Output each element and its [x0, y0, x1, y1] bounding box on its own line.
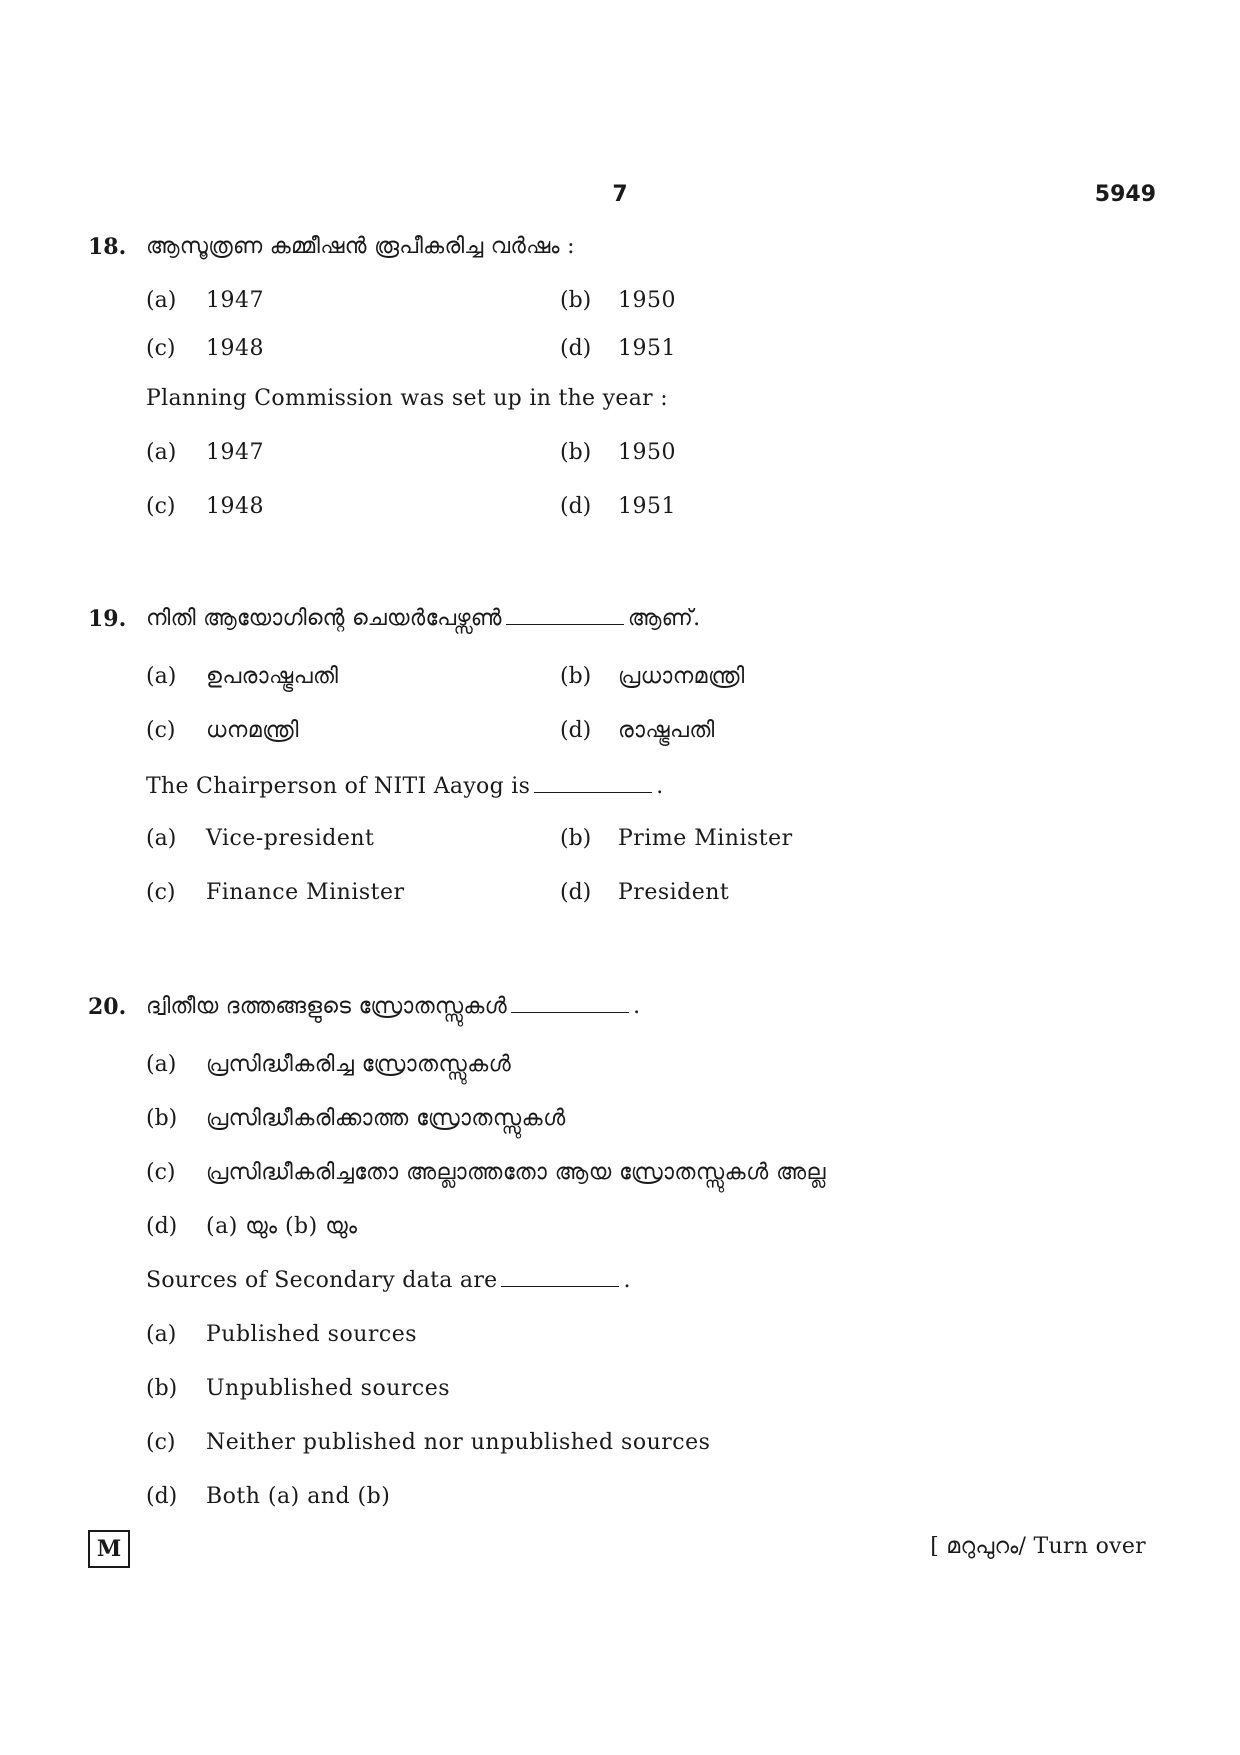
q20-en-option-c-letter: (c) — [146, 1430, 176, 1455]
q18-ml-option-a-letter: (a) — [146, 288, 177, 313]
q20-ml-option-b: പ്രസിദ്ധീകരിക്കാത്ത സ്രോതസ്സുകൾ — [206, 1106, 566, 1131]
question-18-number: 18. — [88, 234, 127, 260]
question-19-text-en — [146, 774, 664, 799]
answer-blank — [534, 774, 652, 793]
q18-en-option-d-letter: (d) — [560, 494, 592, 519]
question-19-text-ml — [146, 606, 700, 631]
turn-over-note: [ മറുപുറം/ Turn over — [930, 1534, 1146, 1559]
question-20-text-ml — [146, 994, 640, 1019]
q19-en-option-c: Finance Minister — [206, 880, 405, 905]
q19-ml-after: ആണ്. — [627, 606, 701, 631]
q19-ml-option-d: രാഷ്ട്രപതി — [618, 718, 715, 743]
q20-en-before: Sources of Secondary data are — [146, 1268, 498, 1293]
q19-en-option-a: Vice-president — [206, 826, 375, 851]
answer-blank — [506, 606, 624, 625]
q19-en-option-a-letter: (a) — [146, 826, 177, 851]
q19-ml-option-c: ധനമന്ത്രി — [206, 718, 299, 743]
q20-en-option-d: Both (a) and (b) — [206, 1484, 391, 1509]
q20-en-option-a-letter: (a) — [146, 1322, 177, 1347]
page-number: 7 — [612, 182, 628, 207]
q18-en-option-a: 1947 — [206, 440, 264, 465]
q19-en-option-b-letter: (b) — [560, 826, 592, 851]
paper-code: 5949 — [1094, 182, 1156, 207]
q20-ml-before: ദ്വിതീയ ദത്തങ്ങളുടെ സ്രോതസ്സുകൾ — [146, 994, 508, 1019]
q20-en-option-b-letter: (b) — [146, 1376, 178, 1401]
question-19-number: 19. — [88, 606, 127, 632]
q20-ml-after: . — [633, 994, 641, 1019]
q19-en-option-c-letter: (c) — [146, 880, 176, 905]
question-18-text-ml: ആസൂത്രണ കമ്മീഷൻ രൂപീകരിച്ച വർഷം : — [146, 234, 575, 259]
q18-ml-option-a: 1947 — [206, 288, 264, 313]
q18-en-option-d: 1951 — [618, 494, 676, 519]
q20-en-after: . — [623, 1268, 631, 1293]
q19-ml-option-b-letter: (b) — [560, 664, 592, 689]
q18-ml-option-b: 1950 — [618, 288, 676, 313]
q20-en-option-b: Unpublished sources — [206, 1376, 451, 1401]
q20-ml-option-c: പ്രസിദ്ധീകരിച്ചതോ അല്ലാത്തതോ ആയ സ്രോതസ്സുകൾ അല്ല — [206, 1160, 826, 1185]
q20-ml-option-c-letter: (c) — [146, 1160, 176, 1185]
q18-en-option-b-letter: (b) — [560, 440, 592, 465]
q19-en-before: The Chairperson of NITI Aayog is — [146, 774, 531, 799]
q18-en-option-c: 1948 — [206, 494, 264, 519]
q20-ml-option-a-letter: (a) — [146, 1052, 177, 1077]
q18-ml-option-b-letter: (b) — [560, 288, 592, 313]
q19-ml-option-d-letter: (d) — [560, 718, 592, 743]
q18-ml-option-d-letter: (d) — [560, 336, 592, 361]
q19-ml-option-a-letter: (a) — [146, 664, 177, 689]
q19-ml-before: നിതി ആയോഗിന്റെ ചെയർപേഴ്സൺ — [146, 606, 502, 631]
question-20-number: 20. — [88, 994, 127, 1020]
q20-en-option-a: Published sources — [206, 1322, 418, 1347]
answer-blank — [511, 994, 629, 1013]
q20-en-option-d-letter: (d) — [146, 1484, 178, 1509]
q18-en-option-c-letter: (c) — [146, 494, 176, 519]
q19-ml-option-a: ഉപരാഷ്ട്രപതി — [206, 664, 339, 689]
q19-en-option-d: President — [618, 880, 730, 905]
q18-ml-option-c-letter: (c) — [146, 336, 176, 361]
q19-ml-option-b: പ്രധാനമന്ത്രി — [618, 664, 745, 689]
q18-ml-option-d: 1951 — [618, 336, 676, 361]
q20-en-option-c: Neither published nor unpublished sources — [206, 1430, 711, 1455]
question-18-text-en: Planning Commission was set up in the year : — [146, 386, 668, 411]
q19-en-option-d-letter: (d) — [560, 880, 592, 905]
q20-ml-option-d-letter: (d) — [146, 1214, 178, 1239]
question-20-text-en — [146, 1268, 631, 1293]
q18-en-option-b: 1950 — [618, 440, 676, 465]
q20-ml-option-b-letter: (b) — [146, 1106, 178, 1131]
q19-en-option-b: Prime Minister — [618, 826, 793, 851]
medium-marker-box: M — [88, 1530, 130, 1568]
q20-ml-option-a: പ്രസിദ്ധീകരിച്ച സ്രോതസ്സുകൾ — [206, 1052, 512, 1077]
q19-en-after: . — [656, 774, 664, 799]
q18-en-option-a-letter: (a) — [146, 440, 177, 465]
answer-blank — [501, 1268, 619, 1287]
q18-ml-option-c: 1948 — [206, 336, 264, 361]
q19-ml-option-c-letter: (c) — [146, 718, 176, 743]
q20-ml-option-d: (a) യും (b) യും — [206, 1214, 358, 1239]
